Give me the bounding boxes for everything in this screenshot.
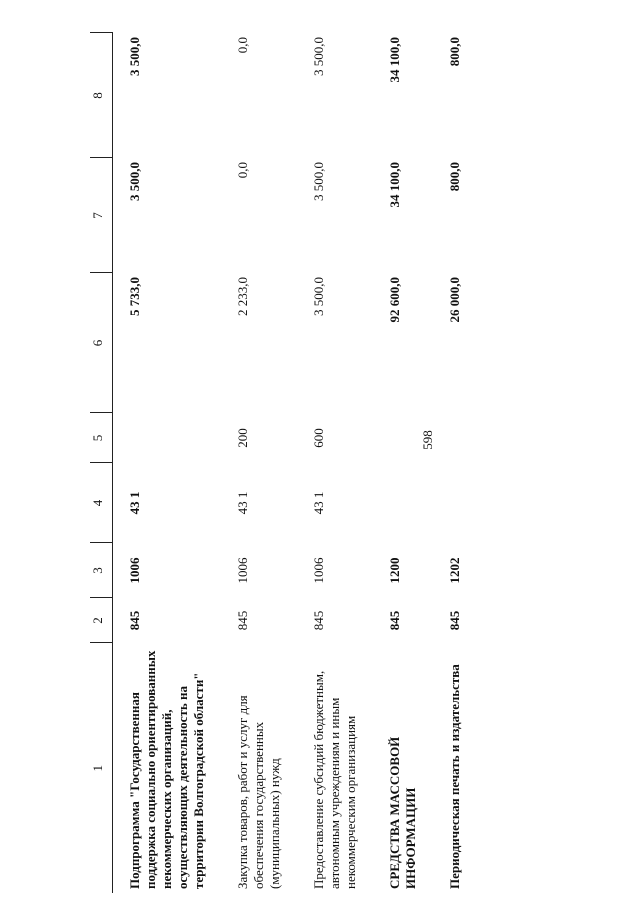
amount-col6: 5 733,0 xyxy=(127,277,142,316)
header-row xyxy=(90,33,113,893)
ministry-code: 845 xyxy=(235,610,250,631)
ministry-code: 845 xyxy=(311,610,326,631)
ministry-code: 845 xyxy=(447,610,462,631)
ministry-code: 845 xyxy=(387,610,402,631)
target-article xyxy=(373,463,433,543)
table-row xyxy=(113,33,222,893)
table-row xyxy=(297,33,373,893)
amount-col6: 2 233,0 xyxy=(235,277,250,316)
budget-table xyxy=(90,33,477,894)
expense-type xyxy=(433,413,477,463)
amount-col8: 0,0 xyxy=(235,37,250,54)
amount-col6: 92 600,0 xyxy=(387,277,402,323)
row-name: Закупка товаров, работ и услуг для обеспечения государственных (муниципальных) нужд xyxy=(235,695,282,889)
column-header: 3 xyxy=(90,543,113,598)
expense-type: 600 xyxy=(311,428,326,448)
row-name: Периодическая печать и издательства xyxy=(447,664,462,889)
target-article: 43 1 xyxy=(311,491,326,515)
page-number: 598 xyxy=(420,430,435,450)
column-header: 1 xyxy=(90,643,113,893)
target-article: 43 1 xyxy=(235,491,250,515)
amount-col7: 3 500,0 xyxy=(311,162,326,201)
row-name: Предоставление субсидий бюджетным, автономным учреждениям и иным некоммерческим организациям xyxy=(311,670,358,889)
rotated-table xyxy=(90,33,590,893)
amount-col7: 800,0 xyxy=(447,162,462,192)
amount-col8: 3 500,0 xyxy=(311,37,326,76)
table-row xyxy=(433,33,477,893)
expense-type xyxy=(113,413,222,463)
amount-col6: 3 500,0 xyxy=(311,277,326,316)
section-code: 1006 xyxy=(311,557,326,584)
amount-col8: 34 100,0 xyxy=(387,37,402,83)
column-header: 5 xyxy=(90,413,113,463)
row-name: Подпрограмма "Государственная поддержка социально ориентированных некоммерческих организаций, осуществляющих деятельность на территории Волгоградской области" xyxy=(127,650,206,889)
column-header: 4 xyxy=(90,463,113,543)
amount-col7: 34 100,0 xyxy=(387,162,402,208)
table-row xyxy=(373,33,433,893)
section-code: 1200 xyxy=(387,557,402,584)
amount-col7: 3 500,0 xyxy=(127,162,142,201)
target-article: 43 1 xyxy=(127,491,142,515)
table-row xyxy=(221,33,297,893)
column-header: 7 xyxy=(90,158,113,273)
column-header: 6 xyxy=(90,273,113,413)
column-header: 2 xyxy=(90,598,113,643)
expense-type: 200 xyxy=(235,428,250,448)
amount-col7: 0,0 xyxy=(235,162,250,179)
expense-type xyxy=(373,413,433,463)
section-code: 1202 xyxy=(447,557,462,584)
target-article xyxy=(433,463,477,543)
column-header: 8 xyxy=(90,33,113,158)
ministry-code: 845 xyxy=(127,610,142,631)
section-code: 1006 xyxy=(235,557,250,584)
section-code: 1006 xyxy=(127,557,142,584)
amount-col8: 800,0 xyxy=(447,37,462,67)
amount-col6: 26 000,0 xyxy=(447,277,462,323)
amount-col8: 3 500,0 xyxy=(127,37,142,76)
row-name: СРЕДСТВА МАССОВОЙ ИНФОРМАЦИИ xyxy=(387,736,418,889)
budget-table-container xyxy=(90,33,590,893)
